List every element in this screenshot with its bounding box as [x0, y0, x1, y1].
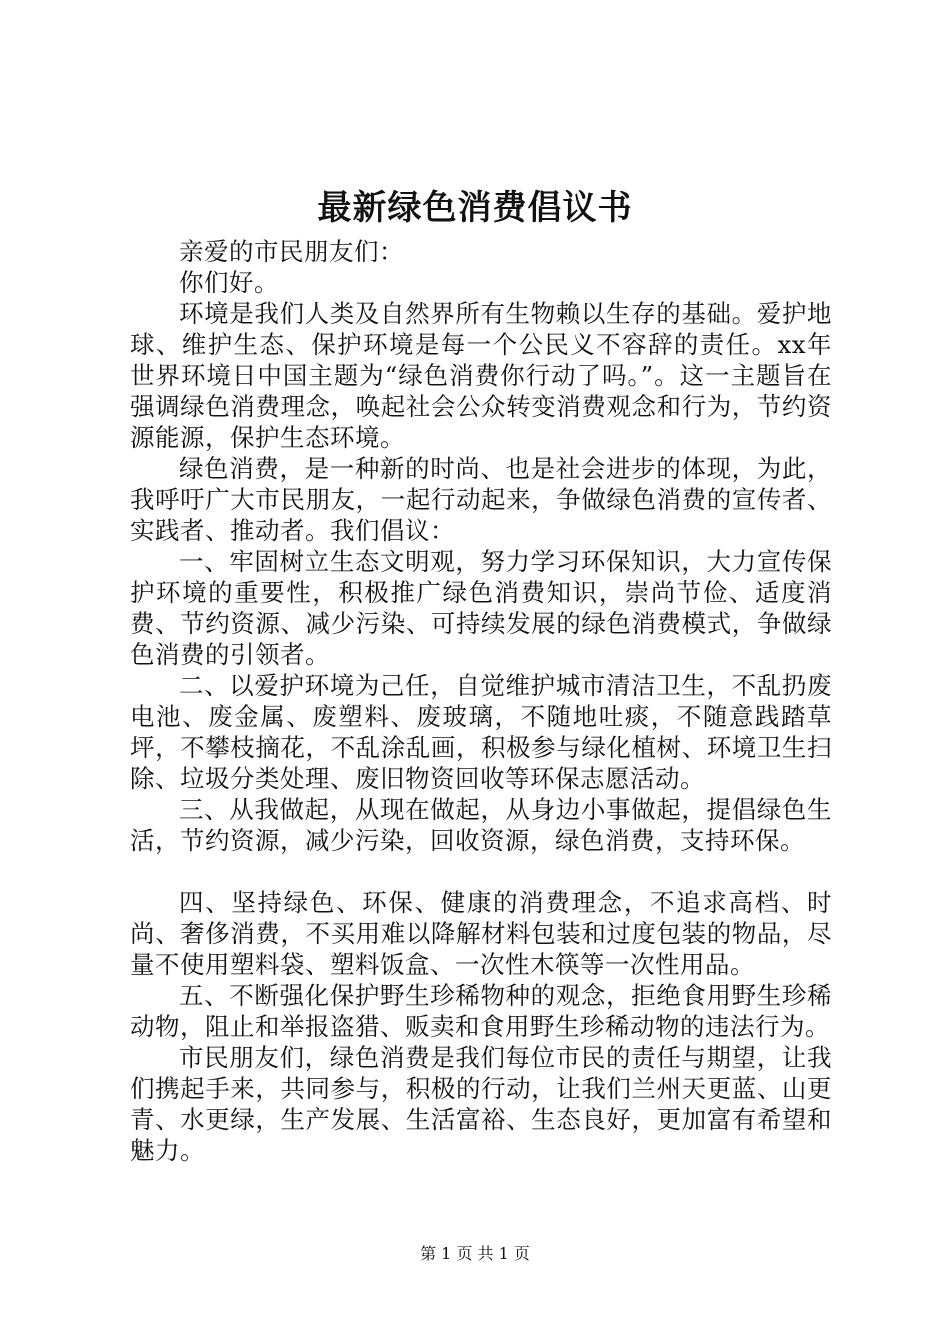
paragraph-spacer [130, 856, 832, 887]
salutation: 亲爱的市民朋友们： [179, 237, 404, 266]
greeting: 你们好。 [179, 268, 279, 297]
paragraph-proposal-5: 五、不断强化保护野生珍稀物种的观念，拒绝食用野生珍稀动物，阻止和举报盗猎、贩卖和食用野生珍稀动物的违法行为。 [130, 981, 832, 1041]
paragraph-proposal-1: 一、牢固树立生态文明观，努力学习环保知识，大力宣传保护环境的重要性，积极推广绿色消费知识，崇尚节俭、适度消费、节约资源、减少污染、可持续发展的绿色消费模式，争做绿色消费的引领者。 [130, 547, 832, 669]
paragraph-proposal-4: 四、坚持绿色、环保、健康的消费理念，不追求高档、时尚、奢侈消费，不买用难以降解材料包装和过度包装的物品，尽量不使用塑料袋、塑料饭盒、一次性木筷等一次性用品。 [130, 888, 832, 979]
document-body [130, 236, 832, 1166]
paragraph-proposal-3: 三、从我做起，从现在做起，从身边小事做起，提倡绿色生活，节约资源，减少污染，回收资源，绿色消费，支持环保。 [130, 795, 832, 855]
paragraph-intro: 环境是我们人类及自然界所有生物赖以生存的基础。爱护地球、维护生态、保护环境是每一个公民义不容辞的责任。xx年世界环境日中国主题为“绿色消费你行动了吗。”。这一主题旨在强调绿色消费理念，唤起社会公众转变消费观念和行为，节约资源能源，保护生态环境。 [130, 299, 832, 452]
paragraph-proposal-2: 二、以爱护环境为己任，自觉维护城市清洁卫生，不乱扔废电池、废金属、废塑料、废玻璃，不随地吐痰，不随意践踏草坪，不攀枝摘花，不乱涂乱画，积极参与绿化植树、环境卫生扫除、垃圾分类处理、废旧物资回收等环保志愿活动。 [130, 671, 832, 793]
paragraph-closing: 市民朋友们，绿色消费是我们每位市民的责任与期望，让我们携起手来，共同参与，积极的行动，让我们兰州天更蓝、山更青、水更绿，生产发展、生活富裕、生态良好，更加富有希望和魅力。 [130, 1043, 832, 1165]
paragraph-call-to-action: 绿色消费，是一种新的时尚、也是社会进步的体现，为此，我呼吁广大市民朋友，一起行动起来，争做绿色消费的宣传者、实践者、推动者。我们倡议： [130, 454, 832, 545]
document-title: 最新绿色消费倡议书 [317, 188, 633, 228]
page-number-footer: 第 1 页 共 1 页 [420, 1244, 530, 1263]
